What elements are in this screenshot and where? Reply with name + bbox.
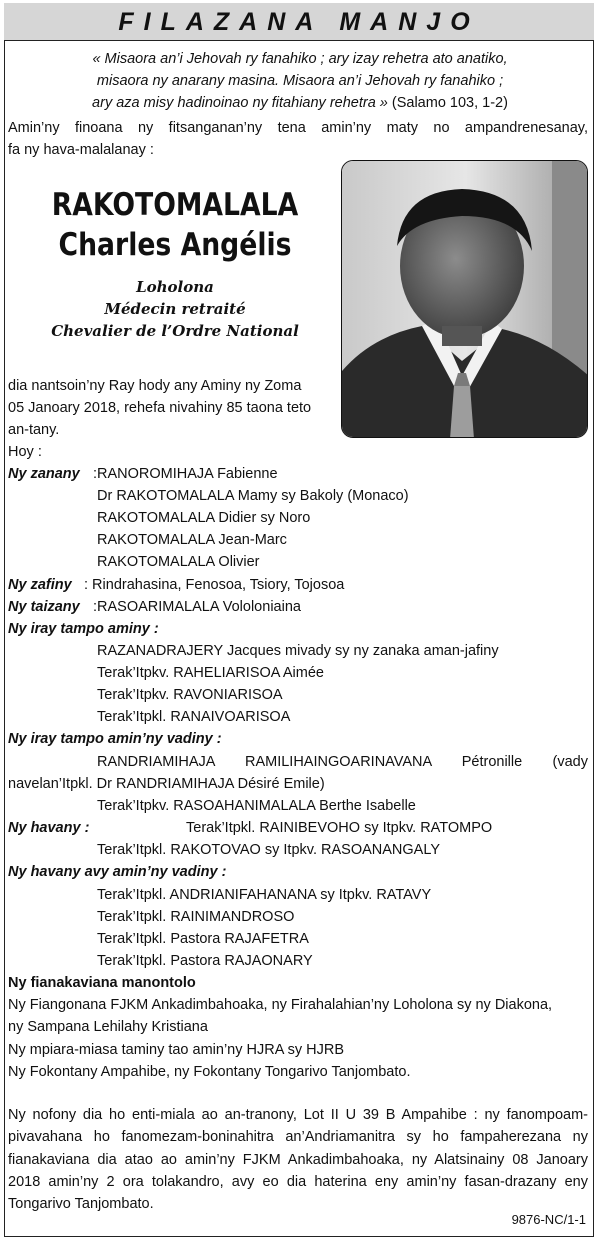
verse-line-1: « Misaora an’i Jehovah ry fanahiko ; ary izay rehetra ato anatiko, (92, 51, 508, 67)
hoy-label: Hoy : (8, 444, 42, 460)
closing-line-5: Tongarivo Tanjombato. (8, 1196, 154, 1212)
intro-line-2: fa ny hava-malalanay : (8, 142, 154, 158)
closing-line-4: 2018 amin’ny 2 ora tolakandro, avy eo dia haterina eny amin’ny fasan-drazany eny (8, 1174, 588, 1190)
death-line-2: 05 Janoary 2018, rehefa nivahiny 85 taona teto (8, 400, 312, 416)
closing-line-3: fianakaviana dia atao ao amin’ny FJKM Ankadimbahoaka, ny Alatsinainy 08 Janoary (8, 1152, 588, 1168)
zafiny-label: Ny zafiny (8, 577, 72, 593)
iray-tampo-3: Terak’Itpkv. RAVONIARISOA (97, 687, 283, 703)
zafiny-list: : Rindrahasina, Fenosoa, Tsiory, Tojosoa (84, 577, 345, 593)
iray-tampo-4: Terak’Itpkl. RANAIVOARISOA (97, 709, 291, 725)
havany-vadiny-3: Terak’Itpkl. Pastora RAJAFETRA (97, 931, 309, 947)
intro-line-1: Amin’ny finoana ny fitsanganan’ny tena amin’ny maty no ampandrenesanay, (8, 120, 588, 136)
zanany-4: RAKOTOMALALA Jean-Marc (97, 532, 287, 548)
zanany-3: RAKOTOMALALA Didier sy Noro (97, 510, 311, 526)
death-line-3: an-tany. (8, 422, 60, 438)
deceased-given-names: Charles Angélis (58, 227, 292, 263)
reference-code: 9876-NC/1-1 (511, 1212, 586, 1227)
verse-line-3 (0, 92, 600, 114)
havany-vadiny-4: Terak’Itpkl. Pastora RAJAONARY (97, 953, 313, 969)
verse-line-2: misaora ny anarany masina. Misaora an’i Jehovah ry fanahiko ; (96, 73, 504, 89)
havany-label: Ny havany : (8, 820, 90, 836)
fianakaviana-4: Ny Fokontany Ampahibe, ny Fokontany Tongarivo Tanjombato. (8, 1064, 411, 1080)
fianakaviana-2: ny Sampana Lehilahy Kristiana (8, 1019, 208, 1035)
deceased-surname: RAKOTOMALALA (51, 187, 299, 223)
death-line-1: dia nantsoin’ny Ray hody any Aminy ny Zoma (8, 378, 302, 394)
fianakaviana-1: Ny Fiangonana FJKM Ankadimbahoaka, ny Firahalahian’ny Loholona sy ny Diakona, (8, 997, 553, 1013)
havany-1: Terak’Itpkl. RAINIBEVOHO sy Itpkv. RATOMPO (186, 820, 493, 836)
havany-vadiny-label: Ny havany avy amin’ny vadiny : (8, 864, 227, 880)
taizany-label: Ny taizany (8, 599, 80, 615)
zanany-1: :RANOROMIHAJA Fabienne (93, 466, 278, 482)
fianakaviana-label: Ny fianakaviana manontolo (8, 975, 196, 991)
title-1: Loholona (136, 278, 214, 296)
notice-header: FILAZANA MANJO (4, 3, 594, 41)
iray-tampo-label: Ny iray tampo aminy : (8, 621, 159, 637)
iray-tampo-2: Terak’Itpkv. RAHELIARISOA Aimée (97, 665, 324, 681)
zanany-label: Ny zanany (8, 466, 80, 482)
vadiny-line-2: navelan’Itpkl. Dr RANDRIAMIHAJA Désiré Emile) (8, 776, 325, 792)
closing-line-2: pivavahana ho fanomezam-boninahitra an’Andriamanitra sy ho fampaherezana ny (8, 1129, 588, 1145)
fianakaviana-3: Ny mpiara-miasa taminy tao amin’ny HJRA sy HJRB (8, 1042, 345, 1058)
title-2: Médecin retraité (104, 300, 246, 318)
verse-line-3-text: ary aza misy hadinoinao ny fitahiany rehetra » (92, 95, 388, 111)
verse-reference: (Salamo 103, 1-2) (387, 95, 508, 111)
havany-2: Terak’Itpkl. RAKOTOVAO sy Itpkv. RASOANANGALY (97, 842, 440, 858)
closing-line-1: Ny nofony dia ho enti-miala ao an-tranony, Lot II U 39 B Ampahibe : ny fanompoam- (8, 1107, 588, 1123)
havany-vadiny-1: Terak’Itpkl. ANDRIANIFAHANANA sy Itpkv. RATAVY (97, 887, 432, 903)
title-3: Chevalier de l’Ordre National (51, 322, 299, 340)
havany-vadiny-2: Terak’Itpkl. RAINIMANDROSO (97, 909, 295, 925)
portrait-image (342, 161, 588, 438)
iray-tampo-vadiny-label: Ny iray tampo amin’ny vadiny : (8, 731, 222, 747)
vadiny-line-3: Terak’Itpkv. RASOAHANIMALALA Berthe Isabelle (97, 798, 416, 814)
zanany-5: RAKOTOMALALA Olivier (97, 554, 260, 570)
iray-tampo-1: RAZANADRAJERY Jacques mivady sy ny zanaka aman-jafiny (97, 643, 499, 659)
deceased-photo (341, 160, 588, 438)
vadiny-line-1: RANDRIAMIHAJA RAMILIHAINGOARINAVANA Pétronille (vady (97, 754, 588, 770)
taizany-name: :RASOARIMALALA Vololoniaina (93, 599, 301, 615)
zanany-2: Dr RAKOTOMALALA Mamy sy Bakoly (Monaco) (97, 488, 409, 504)
